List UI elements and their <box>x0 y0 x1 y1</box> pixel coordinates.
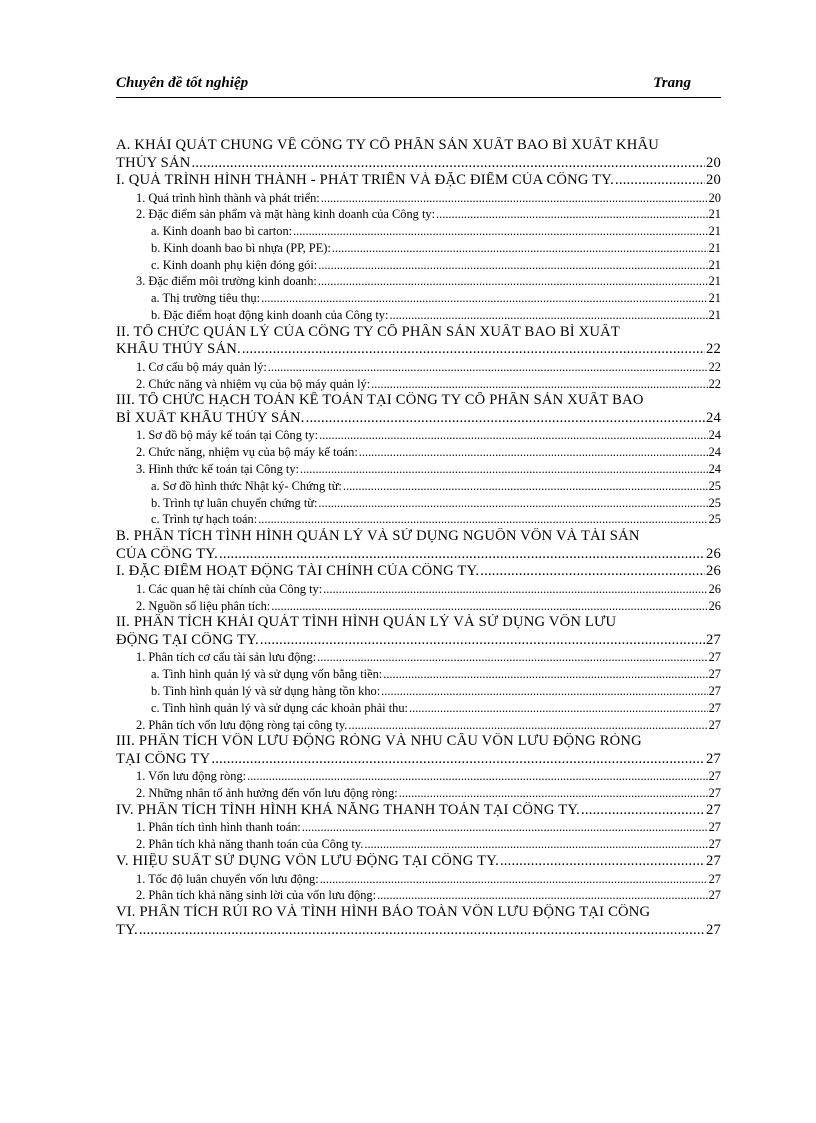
dot-leader <box>302 819 708 836</box>
dot-leader <box>364 836 707 853</box>
toc-entry-title: 1. Phân tích cơ cấu tài sản lưu động: <box>136 650 317 665</box>
toc-page-number: 26 <box>708 581 721 596</box>
toc-entry-title-line: III. PHÂN TÍCH VỐN LƯU ĐỘNG RÒNG VÀ NHU CẦU VỐN LƯU ĐỘNG RÒNG <box>116 733 642 750</box>
toc-entry-title: 1. Sơ đồ bộ máy kế toán tại Công ty: <box>136 428 319 443</box>
toc-page-number: 27 <box>708 700 721 715</box>
toc-page-number: 27 <box>708 837 721 852</box>
toc-entry-title: 3. Đặc điểm môi trường kinh doanh: <box>136 274 317 289</box>
toc-page-number: 24 <box>708 428 721 443</box>
toc-entry[interactable] <box>116 359 721 376</box>
toc-entry[interactable] <box>116 733 721 768</box>
toc-entry-title: TY. <box>116 921 138 938</box>
toc-page-number: 20 <box>706 172 721 188</box>
toc-entry[interactable] <box>116 290 721 307</box>
toc-entry-title: a. Sơ đồ hình thức Nhật ký- Chứng từ: <box>151 478 342 493</box>
toc-entry-title: BÌ XUẤT KHẨU THỦY SẢN. <box>116 409 305 426</box>
toc-entry[interactable] <box>116 819 721 836</box>
toc-entry-title: 2. Phân tích khả năng thanh toán của Công ty. <box>136 837 364 852</box>
dot-leader <box>258 511 707 528</box>
toc-entry[interactable] <box>116 137 721 172</box>
toc-entry[interactable] <box>116 444 721 461</box>
dot-leader <box>247 768 708 785</box>
dot-leader <box>271 598 707 615</box>
toc-entry-title: c. Tình hình quản lý và sử dụng các khoản phải thu: <box>151 700 409 715</box>
dot-leader <box>399 785 708 802</box>
dot-leader <box>319 427 708 444</box>
toc-entry-title: I. QUÁ TRÌNH HÌNH THÀNH - PHÁT TRIỂN VÀ ĐẶC ĐIỂM CỦA CÔNG TY. <box>116 172 614 188</box>
toc-entry-title: 2. Nguồn số liệu phân tích: <box>136 598 271 613</box>
dot-leader <box>409 700 708 717</box>
dot-leader <box>321 190 708 207</box>
toc-entry-title: TẠI CÔNG TY <box>116 750 211 767</box>
toc-entry-title: 3. Hình thức kế toán tại Công ty: <box>136 462 299 477</box>
dot-leader <box>306 410 705 428</box>
toc-entry[interactable] <box>116 904 721 939</box>
toc-entry-title: THỦY SẢN <box>116 154 191 171</box>
toc-entry[interactable] <box>116 666 721 683</box>
toc-entry[interactable] <box>116 495 721 512</box>
toc-page-number: 25 <box>708 478 721 493</box>
toc-page-number: 27 <box>708 820 721 835</box>
toc-entry[interactable] <box>116 871 721 888</box>
toc-entry[interactable] <box>116 649 721 666</box>
dot-leader <box>318 495 707 512</box>
toc-entry-title: 1. Các quan hệ tài chính của Công ty: <box>136 581 323 596</box>
toc-page-number: 21 <box>708 257 721 272</box>
toc-page-number: 27 <box>708 786 721 801</box>
toc-entry-title: IV. PHÂN TÍCH TÌNH HÌNH KHẢ NĂNG THANH TOÁN TẠI CÔNG TY. <box>116 801 581 818</box>
toc-page-number: 27 <box>708 683 721 698</box>
toc-entry-title: I. ĐẶC ĐIỂM HOẠT ĐỘNG TÀI CHÍNH CỦA CÔNG TY. <box>116 563 480 580</box>
toc-page-number: 25 <box>708 512 721 527</box>
toc-entry-title: b. Đặc điểm hoạt động kinh doanh của Công ty: <box>151 308 389 323</box>
toc-page-number: 27 <box>706 631 721 648</box>
toc-entry-title: c. Trình tự hạch toán: <box>151 512 258 527</box>
toc-entry-title: 2. Phân tích vốn lưu động ròng tại công ty. <box>136 717 348 732</box>
toc-entry[interactable] <box>116 307 721 324</box>
toc-page-number: 22 <box>708 376 721 391</box>
toc-entry[interactable] <box>116 461 721 478</box>
toc-page-number: 27 <box>708 888 721 903</box>
toc-entry-title: 2. Chức năng và nhiệm vụ của bộ máy quản lý: <box>136 376 371 391</box>
dot-leader <box>260 632 705 650</box>
toc-entry[interactable] <box>116 206 721 223</box>
toc-entry-title-line: III. TỔ CHỨC HẠCH TOÁN KẾ TOÁN TẠI CÔNG TY CỔ PHẦN SẢN XUẤT BAO <box>116 392 644 409</box>
toc-entry[interactable] <box>116 478 721 495</box>
toc-entry[interactable] <box>116 172 721 190</box>
toc-entry-title: 2. Chức năng, nhiệm vụ của bộ máy kế toán: <box>136 445 358 460</box>
dot-leader <box>332 240 708 257</box>
toc-page-number: 27 <box>706 801 721 818</box>
toc-page-number: 20 <box>706 154 721 171</box>
dot-leader <box>383 666 707 683</box>
toc-entry-title: c. Kinh doanh phụ kiện đóng gói: <box>151 257 318 272</box>
toc-entry-title: 1. Vốn lưu động ròng: <box>136 769 247 784</box>
dot-leader <box>191 155 705 173</box>
dot-leader <box>480 563 705 581</box>
toc-entry-title: b. Trình tự luân chuyển chứng từ: <box>151 495 318 510</box>
toc-entry[interactable] <box>116 614 721 649</box>
dot-leader <box>371 376 707 393</box>
toc-entry[interactable] <box>116 427 721 444</box>
toc-entry-title-line: VI. PHÂN TÍCH RỦI RO VÀ TÌNH HÌNH BẢO TOÀN VỐN LƯU ĐỘNG TẠI CÔNG <box>116 904 651 921</box>
dot-leader <box>343 478 708 495</box>
toc-entry[interactable] <box>116 717 721 734</box>
header-page-label: Trang <box>653 75 691 91</box>
toc-page-number: 27 <box>708 871 721 886</box>
dot-leader <box>615 172 705 190</box>
toc-entry-title: 1. Tốc độ luân chuyển vốn lưu động: <box>136 871 319 886</box>
toc-page-number: 21 <box>708 291 721 306</box>
toc-entry-title: b. Kinh doanh bao bì nhựa (PP, PE): <box>151 240 331 255</box>
toc-entry[interactable] <box>116 785 721 802</box>
table-of-contents <box>116 137 721 939</box>
dot-leader <box>300 461 708 478</box>
dot-leader <box>389 307 707 324</box>
dot-leader <box>261 290 708 307</box>
toc-entry-title: 1. Phân tích tình hình thanh toán: <box>136 820 301 835</box>
toc-page-number: 21 <box>708 224 721 239</box>
toc-entry-title: b. Tình hình quản lý và sử dụng hàng tồn kho: <box>151 683 381 698</box>
toc-entry[interactable] <box>116 190 721 207</box>
dot-leader <box>348 717 707 734</box>
toc-page-number: 27 <box>708 717 721 732</box>
toc-entry-title: 2. Những nhân tố ảnh hưởng đến vốn lưu động ròng: <box>136 786 398 801</box>
dot-leader <box>318 273 708 290</box>
dot-leader <box>381 683 707 700</box>
toc-page-number: 26 <box>708 598 721 613</box>
toc-page-number: 26 <box>706 563 721 580</box>
toc-entry[interactable] <box>116 836 721 853</box>
toc-entry[interactable] <box>116 324 721 359</box>
toc-page-number: 27 <box>706 750 721 767</box>
toc-page-number: 22 <box>708 359 721 374</box>
toc-page-number: 21 <box>708 240 721 255</box>
toc-entry[interactable] <box>116 376 721 393</box>
toc-page-number: 21 <box>708 308 721 323</box>
dot-leader <box>268 359 708 376</box>
toc-entry[interactable] <box>116 392 721 427</box>
toc-entry-title: KHẨU THỦY SẢN. <box>116 341 241 358</box>
toc-entry-title: a. Thị trường tiêu thụ: <box>151 291 261 306</box>
toc-entry-title: 2. Phân tích khả năng sinh lời của vốn lưu động: <box>136 888 377 903</box>
toc-page-number: 20 <box>708 190 721 205</box>
toc-page-number: 27 <box>708 650 721 665</box>
toc-entry[interactable] <box>116 563 721 581</box>
toc-entry-title-line: II. PHÂN TÍCH KHÁI QUÁT TÌNH HÌNH QUẢN LÝ VÀ SỬ DỤNG VỐN LƯU <box>116 614 617 631</box>
dot-leader <box>318 257 707 274</box>
dot-leader <box>359 444 708 461</box>
page-header <box>116 73 721 98</box>
toc-entry[interactable] <box>116 683 721 700</box>
toc-entry-title: V. HIỆU SUẤT SỬ DỤNG VỐN LƯU ĐỘNG TẠI CÔNG TY. <box>116 853 499 870</box>
dot-leader <box>500 853 705 871</box>
toc-entry-title: 2. Đặc điểm sản phẩm và mặt hàng kinh doanh của Công ty: <box>136 207 436 222</box>
toc-page-number: 24 <box>708 462 721 477</box>
dot-leader <box>139 922 705 940</box>
toc-page-number: 27 <box>708 769 721 784</box>
toc-entry-title-line: A. KHÁI QUÁT CHUNG VỀ CÔNG TY CỔ PHẦN SẢN XUẤT BAO BÌ XUẤT KHẨU <box>116 137 659 153</box>
toc-page-number: 21 <box>708 274 721 289</box>
toc-page-number: 21 <box>708 207 721 222</box>
toc-entry[interactable] <box>116 700 721 717</box>
dot-leader <box>317 649 707 666</box>
dot-leader <box>219 546 705 564</box>
toc-page-number: 27 <box>708 667 721 682</box>
dot-leader <box>377 887 708 904</box>
toc-entry[interactable] <box>116 273 721 290</box>
toc-entry[interactable] <box>116 528 721 563</box>
toc-entry[interactable] <box>116 802 721 820</box>
toc-entry[interactable] <box>116 511 721 528</box>
toc-entry[interactable] <box>116 240 721 257</box>
toc-entry-title: a. Tình hình quản lý và sử dụng vốn bằng tiền: <box>151 667 383 682</box>
dot-leader <box>293 223 708 240</box>
toc-page-number: 24 <box>706 409 721 426</box>
dot-leader <box>211 751 705 769</box>
toc-page-number: 26 <box>706 545 721 562</box>
header-title: Chuyên đề tốt nghiệp <box>116 75 249 91</box>
toc-entry-title: 1. Cơ cấu bộ máy quản lý: <box>136 359 267 374</box>
toc-entry[interactable] <box>116 257 721 274</box>
toc-entry[interactable] <box>116 887 721 904</box>
toc-entry[interactable] <box>116 768 721 785</box>
toc-entry[interactable] <box>116 853 721 871</box>
toc-entry[interactable] <box>116 581 721 598</box>
toc-entry-title: a. Kinh doanh bao bì carton: <box>151 224 293 239</box>
toc-entry[interactable] <box>116 598 721 615</box>
dot-leader <box>320 871 708 888</box>
toc-entry-title: ĐỘNG TẠI CÔNG TY. <box>116 631 259 648</box>
dot-leader <box>242 341 705 359</box>
toc-entry-title-line: II. TỔ CHỨC QUẢN LÝ CỦA CÔNG TY CỔ PHẦN SẢN XUẤT BAO BÌ XUẤT <box>116 323 620 340</box>
toc-entry-title-line: B. PHÂN TÍCH TÌNH HÌNH QUẢN LÝ VÀ SỬ DỤNG NGUỒN VỐN VÀ TÀI SẢN <box>116 528 640 545</box>
toc-entry-title: 1. Quá trình hình thành và phát triển: <box>136 190 320 205</box>
toc-page-number: 27 <box>706 853 721 870</box>
dot-leader <box>436 206 708 223</box>
toc-page-number: 24 <box>708 445 721 460</box>
toc-entry-title: CỦA CÔNG TY. <box>116 545 219 562</box>
dot-leader <box>581 802 705 820</box>
toc-page-number: 22 <box>706 341 721 358</box>
dot-leader <box>323 581 707 598</box>
toc-page-number: 27 <box>706 921 721 938</box>
toc-entry[interactable] <box>116 223 721 240</box>
toc-page-number: 25 <box>708 495 721 510</box>
